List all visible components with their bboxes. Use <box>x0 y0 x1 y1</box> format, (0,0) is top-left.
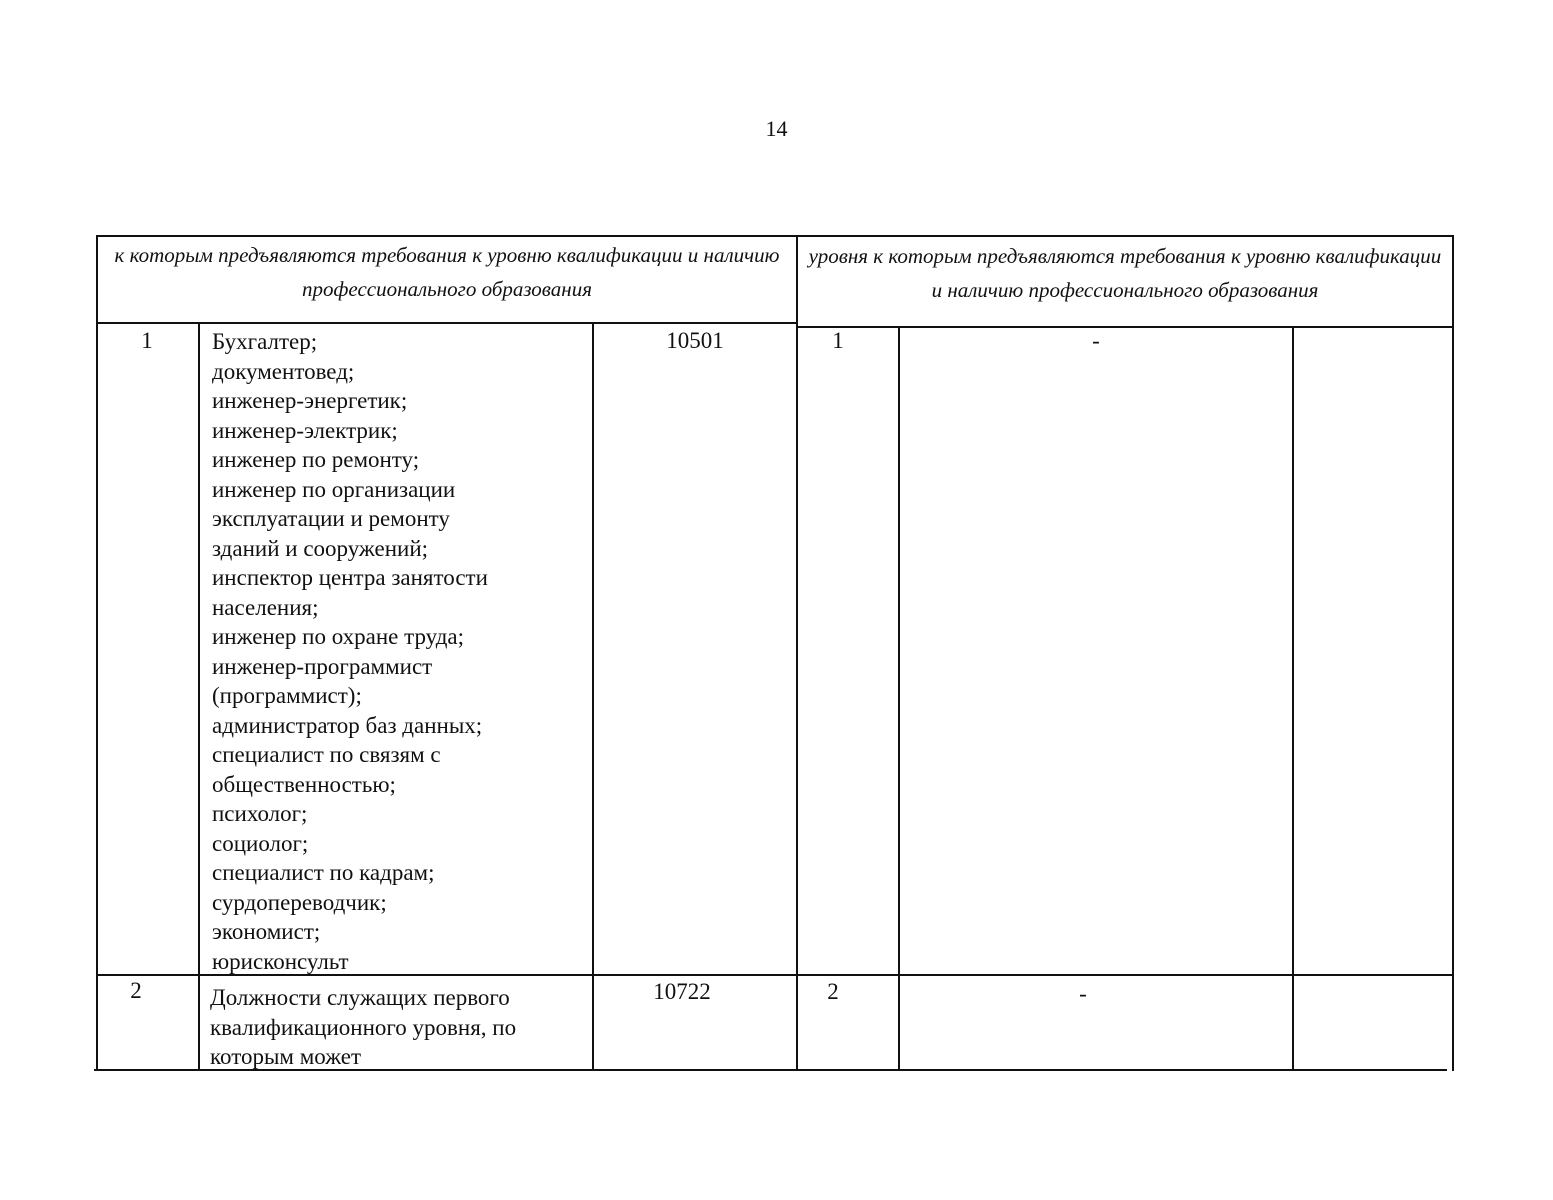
row2-position-list <box>210 983 516 1072</box>
column-divider-middle <box>796 235 798 1071</box>
list-item: эксплуатации и ремонту <box>212 506 450 531</box>
column-divider-code <box>592 322 594 1071</box>
table-left-border <box>96 235 98 1071</box>
row1-position-list <box>212 327 488 976</box>
list-item: инженер по организации <box>212 476 456 502</box>
list-item: документовед; <box>212 358 355 384</box>
list-item: квалификационного уровня, по <box>210 1014 517 1040</box>
list-item: экономист; <box>212 919 321 944</box>
list-item: юрисконсульт <box>212 948 349 974</box>
list-item: (программист); <box>212 683 362 708</box>
header-left-cell: к которым предъявляются требования к уровню квалификации и наличию профессионального образования <box>114 243 780 301</box>
header-bottom-border-left <box>98 322 798 324</box>
list-item: населения; <box>212 594 319 620</box>
list-item: социолог; <box>212 830 309 856</box>
header-right-cell: уровня к которым предъявляются требования к уровню квалификации и наличию профессионального образования <box>808 244 1442 302</box>
list-item: которым может <box>210 1044 362 1069</box>
list-item: инженер-энергетик; <box>212 388 408 413</box>
list-item: инженер-программист <box>212 653 433 679</box>
page-number: 14 <box>765 116 788 141</box>
row1-code: 10501 <box>666 328 724 353</box>
list-item: инженер-электрик; <box>212 417 398 443</box>
list-item: Должности служащих первого <box>210 985 510 1010</box>
row2-level: 2 <box>827 979 839 1004</box>
column-divider-level <box>898 326 900 1071</box>
list-item: зданий и сооружений; <box>212 535 429 561</box>
table-right-border <box>1452 235 1454 1071</box>
list-item: инспектор центра занятости <box>212 565 488 590</box>
column-divider-dash <box>1292 326 1294 1071</box>
row2-number: 2 <box>130 978 142 1003</box>
row1-level: 1 <box>832 328 844 353</box>
row2-code: 10722 <box>653 979 711 1004</box>
list-item: специалист по кадрам; <box>212 860 435 885</box>
list-item: инженер по охране труда; <box>212 624 465 649</box>
row1-dash: - <box>1092 328 1100 353</box>
list-item: администратор баз данных; <box>212 712 483 738</box>
list-item: общественностью; <box>212 771 396 797</box>
row2-dash: - <box>1079 981 1087 1006</box>
list-item: специалист по связям с <box>212 742 441 767</box>
list-item: сурдопереводчик; <box>212 889 387 915</box>
list-item: психолог; <box>212 801 308 826</box>
column-divider-num <box>198 322 200 1071</box>
list-item: инженер по ремонту; <box>212 447 420 472</box>
list-item: Бухгалтер; <box>212 329 318 354</box>
table-top-border <box>98 235 1454 237</box>
row1-number: 1 <box>141 328 153 353</box>
